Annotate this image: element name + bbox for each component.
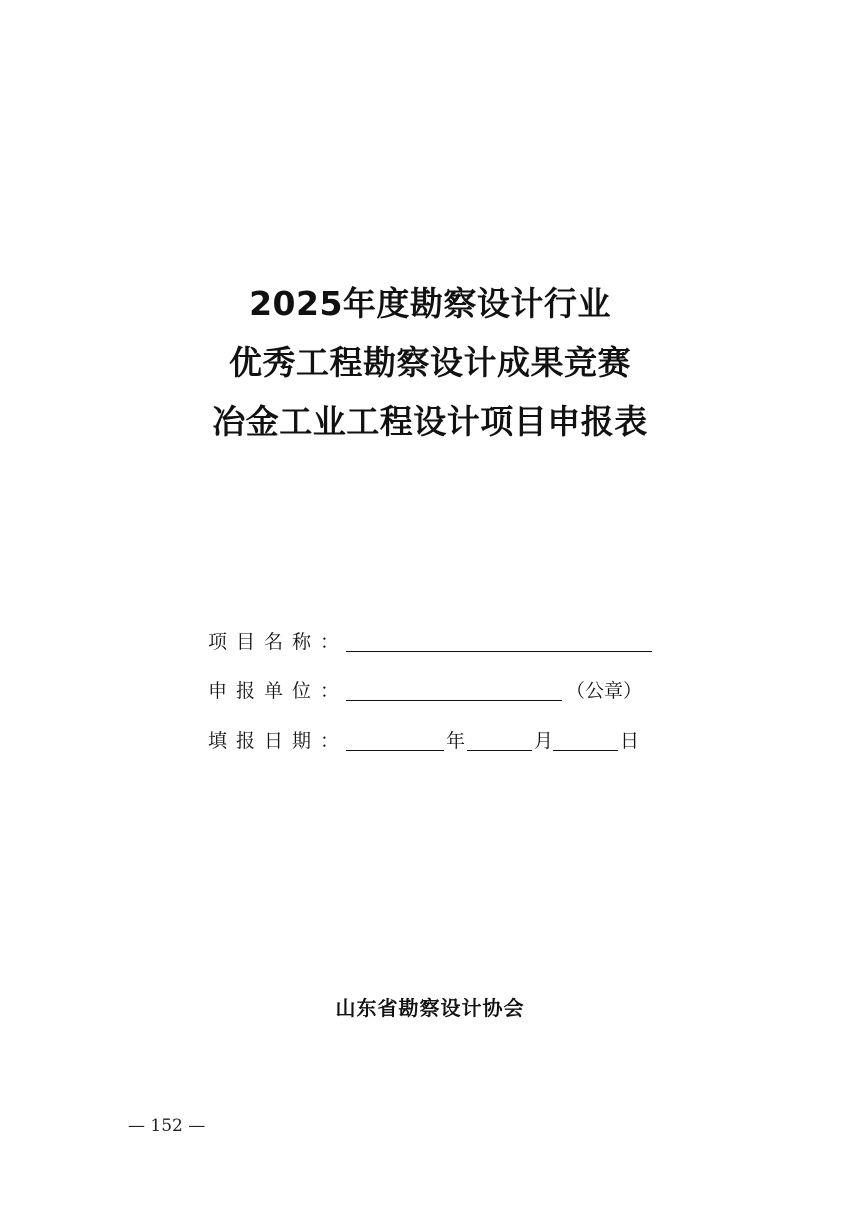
project-name-blank[interactable] <box>346 651 652 652</box>
applicant-blank[interactable] <box>346 700 562 701</box>
month-blank[interactable] <box>467 750 532 751</box>
official-seal-note: （公章） <box>566 680 643 702</box>
year-blank[interactable] <box>346 750 444 751</box>
page-number: — 152 — <box>128 1116 206 1136</box>
day-unit: 日 <box>620 730 640 752</box>
date-label: 填报日期： <box>208 730 349 752</box>
year-unit: 年 <box>446 730 466 752</box>
title-line-2: 优秀工程勘察设计成果竞赛 <box>229 343 631 382</box>
title-line-1: 2025年度勘察设计行业 <box>249 284 611 323</box>
organization-name: 山东省勘察设计协会 <box>335 996 525 1020</box>
applicant-label: 申报单位： <box>208 680 349 702</box>
project-name-label: 项目名称： <box>208 631 349 653</box>
month-unit: 月 <box>534 730 554 752</box>
title-line-3: 冶金工业工程设计项目申报表 <box>212 402 648 441</box>
day-blank[interactable] <box>553 750 618 751</box>
